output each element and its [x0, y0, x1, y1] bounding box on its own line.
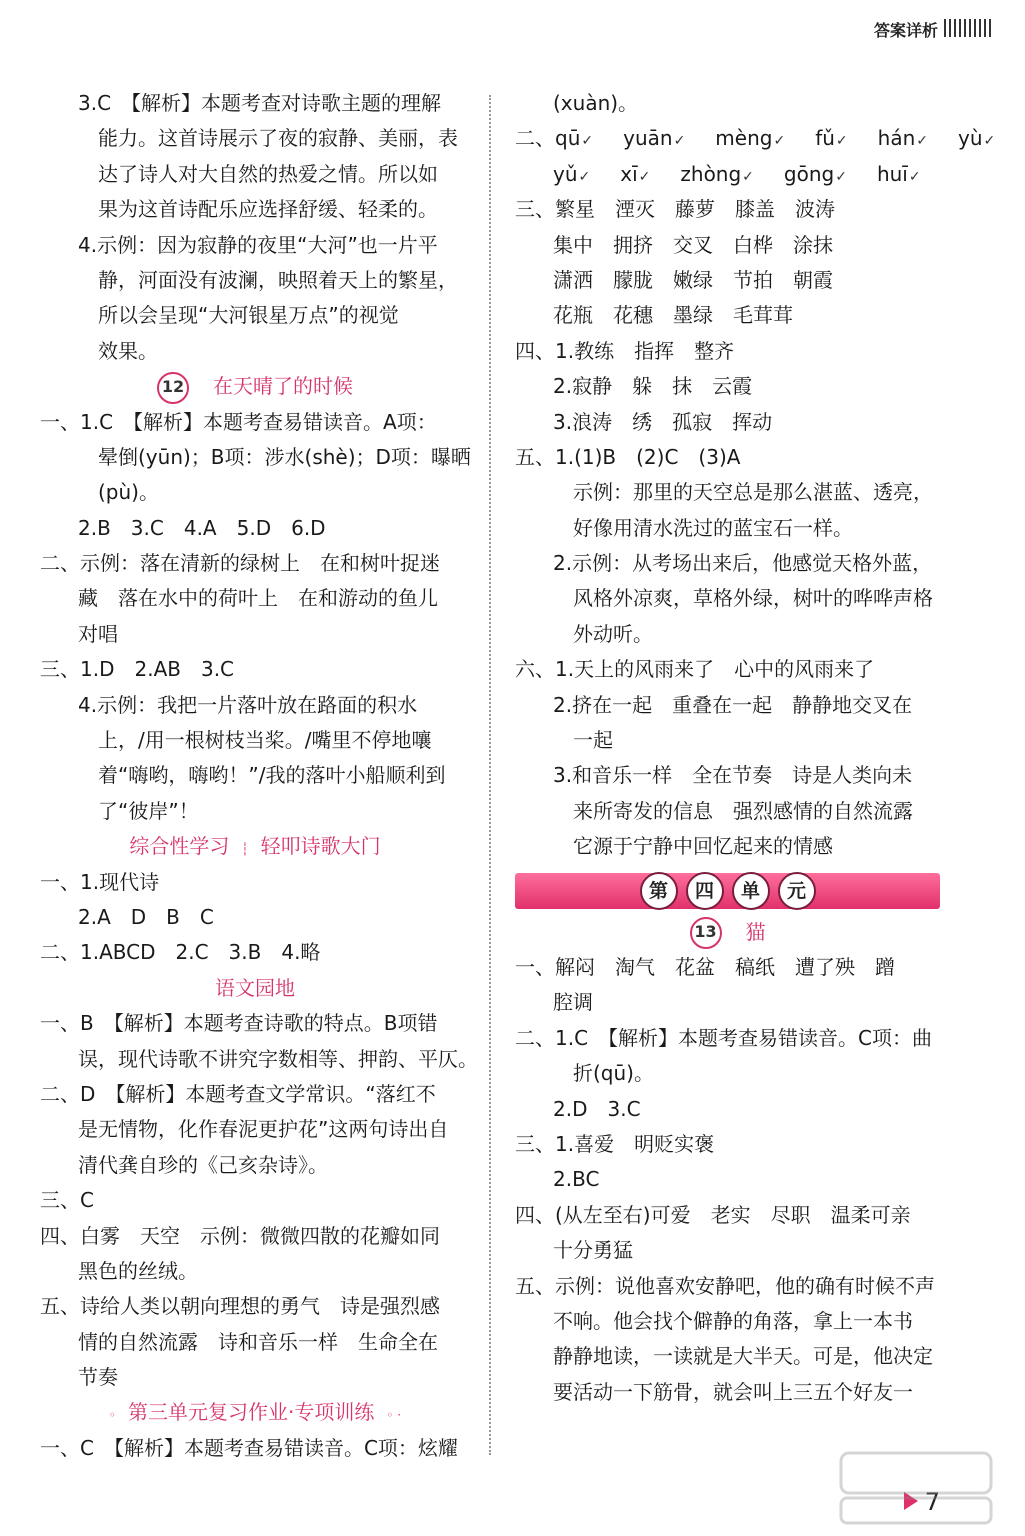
text-line: 3.C 【解析】本题考查对诗歌主题的理解: [78, 91, 442, 115]
check-mark-icon: ✓: [742, 168, 754, 185]
review-heading: [40, 1395, 470, 1430]
pinyin-answer: [555, 121, 593, 159]
right-first-line: (xuàn)。: [553, 91, 639, 115]
pinyin-row-1: [515, 121, 996, 156]
text-line: 潇洒 朦胧 嫩绿 节拍 朝霞: [553, 267, 833, 292]
pinyin-answer: [623, 121, 685, 159]
text-line: 2.寂静 躲 抹 云霞: [553, 374, 753, 399]
lesson-number-badge: 13: [690, 917, 722, 949]
text-line: 所以会呈现“大河银星万点”的视觉: [98, 303, 399, 328]
text-line: 节奏: [78, 1365, 118, 1390]
text-line: 能力。这首诗展示了夜的寂静、美丽，表: [98, 126, 458, 151]
text-line: 对唱: [78, 621, 118, 646]
lesson-title: 猫: [745, 919, 766, 944]
text-line: 集中 拥挤 交叉 白桦 涂抹: [553, 232, 833, 257]
yuwen-heading: 语文园地: [215, 975, 295, 1000]
left-block-2: [40, 405, 470, 830]
text-line: 四、(从左至右)可爱 老实 尽职 温柔可亲: [515, 1202, 911, 1227]
check-mark-icon: ✓: [673, 133, 686, 150]
text-line: 外动听。: [573, 621, 653, 646]
pinyin-answer: [553, 157, 590, 195]
text-line: 它源于宁静中回忆起来的情感: [573, 834, 833, 859]
text-line: 五、示例：说他喜欢安静吧，他的确有时候不声: [515, 1273, 935, 1298]
text-line: 2.挤在一起 重叠在一起 静静地交叉在: [553, 692, 913, 717]
pinyin-text: qū: [555, 126, 581, 151]
unit-four-banner: [515, 873, 940, 909]
text-line: 风格外凉爽，草格外绿，树叶的哗哗声格: [573, 586, 933, 611]
left-block-1: [40, 86, 470, 369]
zonghe-heading: [40, 829, 470, 864]
text-line: 来所寄发的信息 强烈感情的自然流露: [573, 798, 913, 823]
check-mark-icon: ✓: [908, 168, 921, 185]
text-line: 一起: [573, 728, 613, 753]
text-line: 2.B 3.C 4.A 5.D 6.D: [78, 515, 326, 540]
pinyin-text: yù: [958, 126, 983, 151]
pinyin-row-2: [515, 157, 940, 192]
check-mark-icon: ✓: [581, 133, 594, 150]
pinyin-text: yuān: [623, 126, 673, 151]
left-block-3: [40, 865, 470, 971]
banner-char: 元: [778, 872, 816, 910]
text-line: 一、1.现代诗: [40, 869, 160, 894]
text-line: 上，/用一根树枝当桨。/嘴里不停地嚷: [98, 728, 432, 753]
text-line: 三、C: [40, 1188, 94, 1213]
pinyin-answer: [680, 157, 754, 195]
text-line: 一、B 【解析】本题考查诗歌的特点。B项错: [40, 1011, 438, 1036]
text-line: 五、1.(1)B (2)C (3)A: [515, 444, 741, 469]
text-line: 果为这首诗配乐应选择舒缓、轻柔的。: [98, 197, 438, 222]
text-line: 六、1.天上的风雨来了 心中的风雨来了: [515, 657, 875, 682]
check-mark-icon: ✓: [916, 133, 928, 150]
text-line: 静静地读，一读就是大半天。可是，他决定: [553, 1344, 933, 1369]
header-barcode-decoration: [944, 19, 994, 37]
check-mark-icon: ✓: [638, 168, 651, 185]
text-line: 二、1.ABCD 2.C 3.B 4.略: [40, 940, 321, 965]
text-line: 三、1.喜爱 明贬实褒: [515, 1131, 715, 1156]
text-line: 2.A D B C: [78, 904, 214, 929]
pinyin-text: yǔ: [553, 161, 578, 186]
text-line: 清代龚自珍的《己亥杂诗》。: [78, 1152, 328, 1177]
header-title: 答案详析: [873, 21, 938, 40]
text-line: 二、示例：落在清新的绿树上 在和树叶捉迷: [40, 551, 440, 576]
text-line: 十分勇猛: [553, 1238, 633, 1263]
pinyin-text: xī: [620, 161, 638, 186]
text-line: 示例：那里的天空总是那么湛蓝、透亮，: [573, 480, 933, 505]
check-mark-icon: ✓: [773, 133, 786, 150]
zonghe-label: 综合性学习: [129, 834, 230, 859]
text-line: 二、D 【解析】本题考查文学常识。“落红不: [40, 1081, 436, 1106]
pinyin-text: fǔ: [815, 126, 835, 151]
pinyin-text: mèng: [715, 126, 773, 151]
text-line: 2.D 3.C: [553, 1096, 641, 1121]
text-line: 了“彼岸”！: [98, 798, 199, 823]
zonghe-title: 轻叩诗歌大门: [260, 834, 381, 859]
text-line: 着“嗨哟，嗨哟！”/我的落叶小船顺利到: [98, 763, 446, 788]
watermark-logo-icon: [836, 1448, 996, 1528]
pinyin-answer: [620, 157, 650, 195]
text-line: 3.和音乐一样 全在节奏 诗是人类向未: [553, 763, 913, 788]
text-line: 4.示例：因为寂静的夜里“大河”也一片平: [78, 232, 438, 257]
check-mark-icon: ✓: [983, 133, 996, 150]
unit-banner-chars: [640, 872, 816, 910]
text-line: 四、1.教练 指挥 整齐: [515, 338, 735, 363]
text-line: 效果。: [98, 338, 158, 363]
review-title: 第三单元复习作业·专项训练: [128, 1400, 375, 1425]
pinyin-answer: [877, 157, 921, 195]
column-divider: [489, 95, 491, 1455]
text-line: 藏 落在水中的荷叶上 在和游动的鱼儿: [78, 586, 438, 611]
check-mark-icon: ✓: [835, 133, 848, 150]
lesson-13-heading: [515, 915, 940, 950]
text-line: 静，河面没有波澜，映照着天上的繁星，: [98, 267, 458, 292]
text-line: 三、1.D 2.AB 3.C: [40, 657, 235, 682]
text-line: 达了诗人对大自然的热爱之情。所以如: [98, 161, 438, 186]
pinyin-answer: [715, 121, 785, 159]
question-number: 二、: [515, 126, 555, 151]
text-line: 是无情物，化作春泥更护花”这两句诗出自: [78, 1117, 449, 1142]
pinyin-text: gōng: [783, 161, 835, 186]
pinyin-text: huī: [876, 161, 908, 186]
check-mark-icon: ✓: [835, 168, 847, 185]
left-last-line: 一、C 【解析】本题考查易错读音。C项：炫耀: [40, 1435, 458, 1460]
pinyin-text: hán: [877, 126, 916, 151]
pinyin-answer: [878, 121, 928, 159]
banner-char: 四: [686, 872, 724, 910]
right-column: [515, 86, 996, 1410]
text-line: 一、1.C 【解析】本题考查易错读音。A项：: [40, 409, 437, 434]
left-block-4: [40, 1006, 478, 1395]
banner-char: 单: [732, 872, 770, 910]
separator-dot: ┆: [229, 842, 261, 857]
pinyin-answer: [784, 157, 847, 195]
lesson-title: 在天晴了的时候: [213, 374, 353, 399]
text-line: 四、白雾 天空 示例：微微四散的花瓣如同: [40, 1223, 440, 1248]
pinyin-answer: [958, 121, 995, 159]
right-block-1: [515, 192, 940, 864]
text-line: 误，现代诗歌不讲究字数相等、押韵、平仄。: [78, 1046, 478, 1071]
text-line: 不响。他会找个僻静的角落，拿上一本书: [553, 1308, 913, 1333]
text-line: 3.浪涛 绣 孤寂 挥动: [553, 409, 773, 434]
text-line: 五、诗给人类以朝向理想的勇气 诗是强烈感: [40, 1294, 440, 1319]
check-mark-icon: ✓: [578, 168, 591, 185]
banner-char: 第: [640, 872, 678, 910]
decor-dot-right: ◦ ·: [374, 1408, 402, 1423]
pinyin-answer: [815, 121, 847, 159]
text-line: 一、解闷 淘气 花盆 稿纸 遭了殃 蹭: [515, 954, 895, 979]
page-number: 7: [924, 1488, 940, 1516]
text-line: 折(qū)。: [573, 1061, 654, 1086]
right-block-2: [515, 950, 940, 1410]
text-line: 三、繁星 湮灭 藤萝 膝盖 波涛: [515, 197, 835, 222]
left-column: [40, 86, 478, 1466]
text-line: 二、1.C 【解析】本题考查易错读音。C项：曲: [515, 1025, 933, 1050]
text-line: 情的自然流露 诗和音乐一样 生命全在: [78, 1329, 438, 1354]
text-line: 要活动一下筋骨，就会叫上三五个好友一: [553, 1379, 913, 1404]
text-line: (pù)。: [98, 480, 159, 505]
lesson-number-badge: 12: [157, 372, 189, 404]
decor-dot-left: ◦: [108, 1408, 128, 1423]
text-line: 好像用清水洗过的蓝宝石一样。: [573, 515, 853, 540]
text-line: 2.BC: [553, 1167, 600, 1192]
text-line: 黑色的丝绒。: [78, 1258, 198, 1283]
text-line: 4.示例：我把一片落叶放在路面的积水: [78, 692, 418, 717]
text-line: 晕倒(yūn)；B项：涉水(shè)；D项：曝晒: [98, 444, 471, 469]
text-line: 花瓶 花穗 墨绿 毛茸茸: [553, 303, 793, 328]
pinyin-text: zhòng: [680, 161, 742, 186]
lesson-12-heading: [40, 369, 470, 404]
text-line: 2.示例：从考场出来后，他感觉天格外蓝，: [553, 551, 933, 576]
text-line: 腔调: [553, 990, 593, 1015]
